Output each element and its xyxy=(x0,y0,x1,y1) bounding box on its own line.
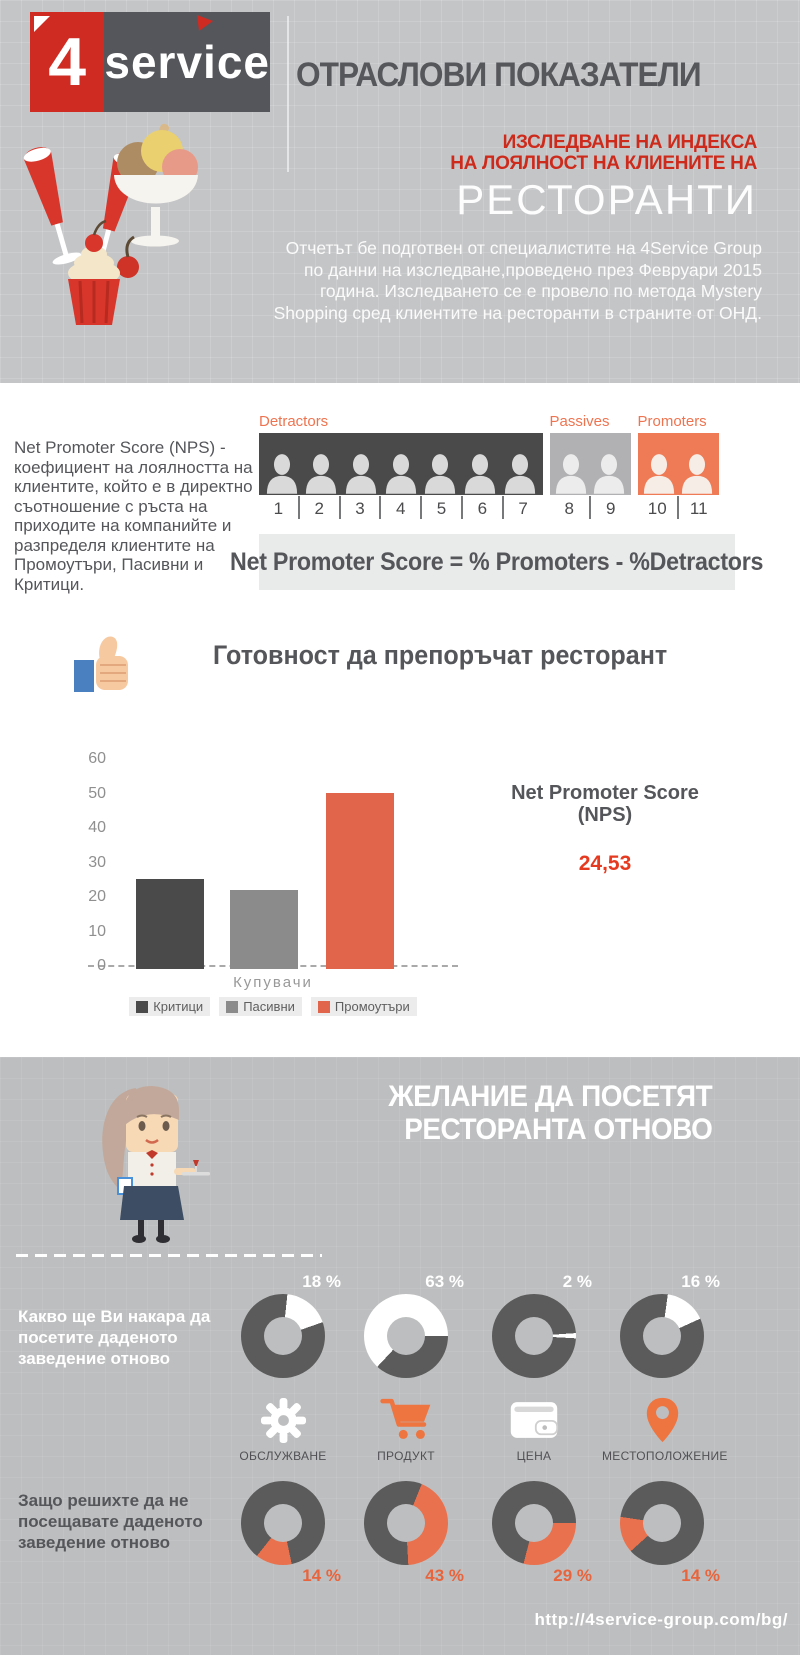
visit-donut-chart xyxy=(364,1294,448,1378)
category-title: РЕСТОРАНТИ xyxy=(456,176,757,223)
person-icon xyxy=(503,451,537,495)
pin-icon xyxy=(602,1394,722,1446)
legend-swatch xyxy=(318,1001,330,1013)
subtitle-line-2: НА ЛОЯЛНОСТ НА КЛИЕНИТЕ НА xyxy=(450,153,757,174)
gear-icon xyxy=(223,1394,343,1446)
question-visit-again: Какво ще Ви накара да посетите даденото заведение отново xyxy=(18,1307,211,1368)
visit-donut-chart xyxy=(620,1294,704,1378)
legend-item xyxy=(129,997,210,1016)
champagne-glasses-icon xyxy=(21,144,83,267)
person-icon xyxy=(423,451,457,495)
no-visit-donut-chart xyxy=(364,1481,448,1565)
bar-Критици xyxy=(136,879,204,969)
visit-donut-chart xyxy=(241,1294,325,1378)
revisit-title xyxy=(282,1080,712,1146)
scale-number: 5 xyxy=(420,496,461,519)
category-label: МЕСТОПОЛОЖЕНИЕ xyxy=(602,1449,728,1463)
y-axis-tick: 0 xyxy=(97,957,106,974)
person-icon xyxy=(344,451,378,495)
legend-label: Пасивни xyxy=(243,999,295,1014)
legend-label: Промоутъри xyxy=(334,999,410,1014)
category-column-1 xyxy=(223,1272,343,1586)
person-icon xyxy=(680,451,714,495)
y-axis-tick: 50 xyxy=(88,784,106,802)
revisit-title-line2: РЕСТОРАНТА ОТНОВО xyxy=(403,1113,712,1146)
scale-number: 4 xyxy=(379,496,420,519)
nps-score-block xyxy=(470,782,740,876)
category-column-4 xyxy=(602,1272,728,1586)
nps-formula-text: Net Promoter Score = % Promoters - %Detractors xyxy=(230,547,764,576)
legend-item xyxy=(311,997,417,1016)
no-visit-percent: 14 % xyxy=(302,1566,341,1585)
logo-four-block xyxy=(30,12,104,112)
wallet-icon xyxy=(474,1394,594,1446)
person-icon xyxy=(265,451,299,495)
question-not-visit: Защо решихте да не посещавате даденото заведение отново xyxy=(18,1491,203,1552)
y-axis-tick: 20 xyxy=(88,888,106,905)
scale-number: 10 xyxy=(647,498,667,518)
page-title: ОТРАСЛОВИ ПОКАЗАТЕЛИ xyxy=(296,56,701,94)
category-label: ОБСЛУЖВАНЕ xyxy=(239,1449,327,1463)
logo-pennant-icon xyxy=(196,15,214,33)
scale-numbers-row xyxy=(638,495,719,519)
person-icon xyxy=(592,451,626,495)
person-icon xyxy=(304,451,338,495)
bar-Пасивни xyxy=(230,890,298,969)
cupcake-icon xyxy=(68,221,120,325)
no-visit-donut-chart xyxy=(492,1481,576,1565)
scale-group-promoters xyxy=(638,413,719,519)
scale-group-box xyxy=(638,433,719,495)
scale-group-label: Promoters xyxy=(637,413,707,430)
scale-group-box xyxy=(259,433,543,495)
visit-percent: 18 % xyxy=(302,1272,341,1291)
legend-swatch xyxy=(226,1001,238,1013)
scale-group-box xyxy=(550,433,631,495)
scale-number: 7 xyxy=(502,496,543,519)
legend-item xyxy=(219,997,302,1016)
logo-arrow-icon xyxy=(34,16,50,32)
visit-percent: 16 % xyxy=(681,1272,720,1291)
nps-score-label-line2: (NPS) xyxy=(577,804,633,826)
visit-percent: 63 % xyxy=(425,1272,464,1291)
y-axis-tick: 30 xyxy=(88,853,106,871)
subtitle-line-1: ИЗСЛЕДВАНЕ НА ИНДЕКСА xyxy=(502,132,757,153)
waitress-illustration xyxy=(88,1080,214,1258)
revisit-title-line1: ЖЕЛАНИЕ ДА ПОСЕТЯТ xyxy=(388,1080,712,1113)
scale-number: 11 xyxy=(677,496,719,519)
nps-description: Net Promoter Score (NPS) - коефициент на лоялността на клиентите, който е в директно съотношение с ръста на приходите на компанийте и разпределя клиентите на Промоутъри, Пасивни и Критици. xyxy=(14,438,253,594)
person-icon xyxy=(384,451,418,495)
visit-donut-chart xyxy=(492,1294,576,1378)
legend-swatch xyxy=(136,1001,148,1013)
scale-group-label: Passives xyxy=(549,413,610,430)
nps-score-value: 24,53 xyxy=(578,852,632,875)
no-visit-donut-chart xyxy=(241,1481,325,1565)
category-column-2 xyxy=(346,1272,466,1586)
logo-service-text: service xyxy=(104,36,270,88)
y-axis-tick: 10 xyxy=(88,922,106,940)
4service-logo xyxy=(30,12,270,112)
no-visit-percent: 14 % xyxy=(681,1566,720,1585)
chart-legend xyxy=(88,997,458,1016)
person-icon xyxy=(642,451,676,495)
category-label: ЦЕНА xyxy=(516,1449,552,1463)
scale-number: 8 xyxy=(564,498,574,518)
y-axis-tick: 40 xyxy=(88,819,106,836)
dashed-separator xyxy=(16,1254,322,1257)
scale-group-passives xyxy=(550,413,631,519)
chart-x-label: Купувачи xyxy=(233,974,313,991)
person-icon xyxy=(554,451,588,495)
no-visit-percent: 29 % xyxy=(553,1566,592,1585)
logo-service-block xyxy=(104,12,270,112)
scale-group-label: Detractors xyxy=(259,413,329,430)
thumbs-up-icon xyxy=(72,630,138,702)
scale-number: 3 xyxy=(339,496,380,519)
logo-four-text: 4 xyxy=(48,24,87,100)
recommend-bar-chart xyxy=(58,738,468,1030)
study-subtitle xyxy=(257,132,757,174)
cart-icon xyxy=(346,1394,466,1446)
y-axis-tick: 60 xyxy=(88,750,106,767)
scale-number: 6 xyxy=(461,496,502,519)
scale-number: 2 xyxy=(298,496,339,519)
scale-number: 1 xyxy=(273,498,284,518)
intro-paragraph: Отчетът бе подготвен от специалистите на 4Service Group по данни на изследване,проведено през Февруари 2015 година. Изследването се е провело по метода Mystery Shopping сред клиентите на ресторанти в страните от ОНД. xyxy=(273,238,762,323)
scale-group-detractors xyxy=(259,413,543,519)
no-visit-donut-chart xyxy=(620,1481,704,1565)
food-illustration xyxy=(10,115,240,343)
recommend-chart-title: Готовност да препоръчат ресторант xyxy=(213,640,668,670)
scale-numbers-row xyxy=(550,495,631,519)
nps-scale xyxy=(259,413,735,519)
no-visit-percent: 43 % xyxy=(425,1566,464,1585)
bar-Промоутъри xyxy=(326,793,394,969)
legend-label: Критици xyxy=(153,999,204,1014)
person-icon xyxy=(463,451,497,495)
footer-link[interactable]: http://4service-group.com/bg/ xyxy=(534,1610,788,1629)
category-column-3 xyxy=(474,1272,594,1586)
category-label: ПРОДУКТ xyxy=(377,1449,435,1463)
scale-numbers-row xyxy=(259,495,543,519)
scale-number: 9 xyxy=(589,496,631,519)
nps-score-label-line1: Net Promoter Score xyxy=(511,782,699,804)
nps-formula-box xyxy=(230,534,764,590)
visit-percent: 2 % xyxy=(562,1272,592,1291)
